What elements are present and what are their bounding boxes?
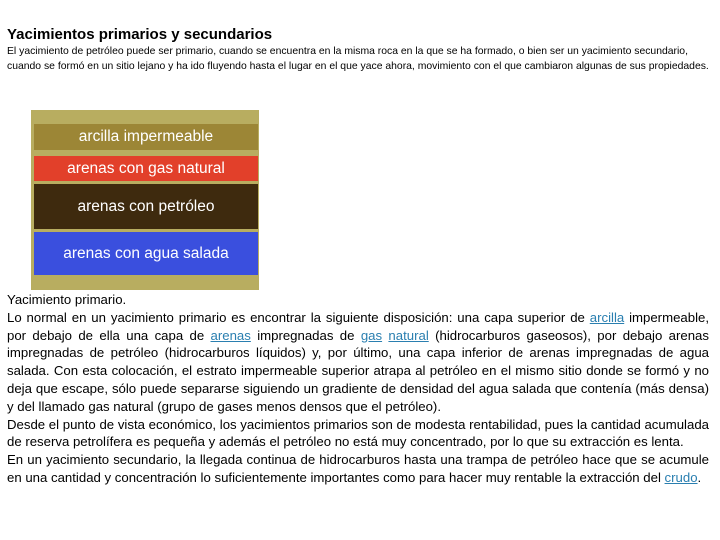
intro-paragraph: El yacimiento de petróleo puede ser primario, cuando se encuentra en la misma roca en la que se ha formado, o bien ser un yacimiento secundario, cuando se formó en un sitio lejano y ha ido fluyendo hasta el lugar en el que yace ahora, movimiento con el que cambiaron algunas de sus propiedades.	[7, 46, 709, 72]
reservoir-layers-diagram	[31, 110, 259, 290]
link-arcilla[interactable]: arcilla	[589, 309, 625, 325]
layer-arenas-agua-salada: arenas con agua salada	[34, 232, 258, 275]
article-body	[7, 291, 709, 487]
link-gas[interactable]: gas	[360, 327, 383, 343]
text-span: .	[697, 469, 702, 485]
link-arenas[interactable]: arenas	[210, 327, 251, 343]
page-title: Yacimientos primarios y secundarios	[7, 26, 273, 43]
text-span: En un yacimiento secundario, la llegada continua de hidrocarburos hasta una trampa de petróleo hace que se acumule en una cantidad y concentración lo suficientemente importantes como para hacer muy rentable la extracción del	[7, 452, 709, 485]
link-crudo[interactable]: crudo	[664, 469, 698, 485]
link-natural[interactable]: natural	[388, 327, 429, 343]
text-span: Lo normal en un yacimiento primario es encontrar la siguiente disposición: una capa superior de	[7, 309, 590, 325]
layer-arenas-petroleo: arenas con petróleo	[34, 184, 258, 229]
paragraph-economico: Desde el punto de vista económico, los yacimientos primarios son de modesta rentabilidad, pues la cantidad acumulada de reserva petrolífera es pequeña y además el petróleo no está muy concentrado, por lo que su extracción es lenta.	[7, 416, 709, 450]
text-span: impregnadas de	[250, 327, 361, 343]
paragraph-secundario	[7, 451, 709, 487]
paragraph-primario	[7, 309, 709, 416]
section-heading: Yacimiento primario.	[7, 292, 127, 307]
text-span: (hidrocarburos gaseosos), por debajo arenas impregnadas de petróleo (hidrocarburos líquidos) y, por último, una capa inferior de arenas impregnadas de agua salada. Con esta colocación, el estrato impermeable superior atrapa al petróleo en el mismo sitio donde se formó y no deja que escape, sólo puede separarse siguiendo un gradiente de densidad del agua salada que contenía (más densa) y del llamado gas natural (grupo de gases menos densos que el petróleo).	[7, 327, 709, 414]
layer-arcilla-impermeable: arcilla impermeable	[34, 124, 258, 150]
layer-arenas-gas-natural: arenas con gas natural	[34, 156, 258, 181]
text-span: impermeable, por debajo de ella una capa de	[7, 309, 709, 343]
